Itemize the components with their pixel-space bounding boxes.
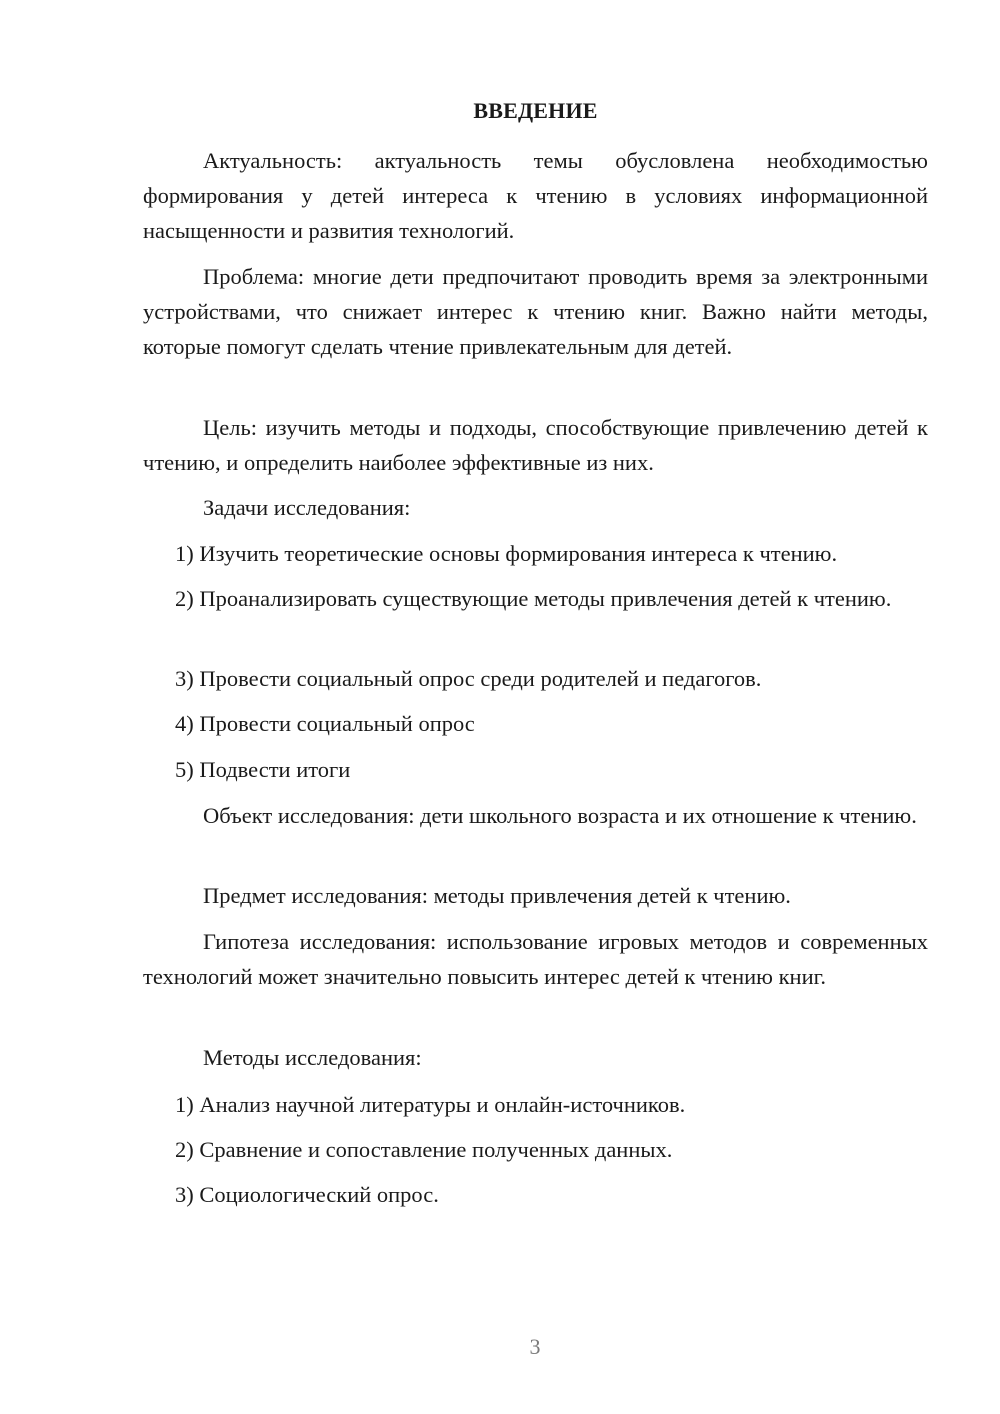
paragraph-methods-heading: Методы исследования: <box>203 1045 422 1070</box>
section-title: ВВЕДЕНИЕ <box>473 98 598 123</box>
paragraph-relevance: Актуальность: актуальность темы обусловлена необходимостью формирования у детей интереса к чтению в условиях информационной насыщенности и развития технологий. <box>143 148 928 243</box>
list-item-task-5: 5) Подвести итоги <box>175 757 351 782</box>
list-item-task-3: 3) Провести социальный опрос среди родителей и педагогов. <box>175 666 762 691</box>
paragraph-hypothesis: Гипотеза исследования: использование игровых методов и современных технологий может значительно повысить интерес детей к чтению книг. <box>143 929 928 989</box>
list-item-method-1: 1) Анализ научной литературы и онлайн-источников. <box>175 1092 686 1117</box>
list-item-method-2: 2) Сравнение и сопоставление полученных данных. <box>175 1137 673 1162</box>
list-item-task-2: 2) Проанализировать существующие методы привлечения детей к чтению. <box>175 586 892 611</box>
paragraph-tasks-heading: Задачи исследования: <box>203 495 411 520</box>
list-item-task-1: 1) Изучить теоретические основы формирования интереса к чтению. <box>175 541 838 566</box>
list-item-task-4: 4) Провести социальный опрос <box>175 711 475 736</box>
paragraph-problem: Проблема: многие дети предпочитают проводить время за электронными устройствами, что снижает интерес к чтению книг. Важно найти методы, которые помогут сделать чтение привлекательным для детей. <box>143 264 928 359</box>
paragraph-subject: Предмет исследования: методы привлечения детей к чтению. <box>203 883 791 908</box>
paragraph-object: Объект исследования: дети школьного возраста и их отношение к чтению. <box>203 803 917 828</box>
paragraph-goal: Цель: изучить методы и подходы, способствующие привлечению детей к чтению, и определить наиболее эффективные из них. <box>143 415 928 475</box>
page-number: 3 <box>529 1334 541 1359</box>
list-item-method-3: 3) Социологический опрос. <box>175 1182 439 1207</box>
